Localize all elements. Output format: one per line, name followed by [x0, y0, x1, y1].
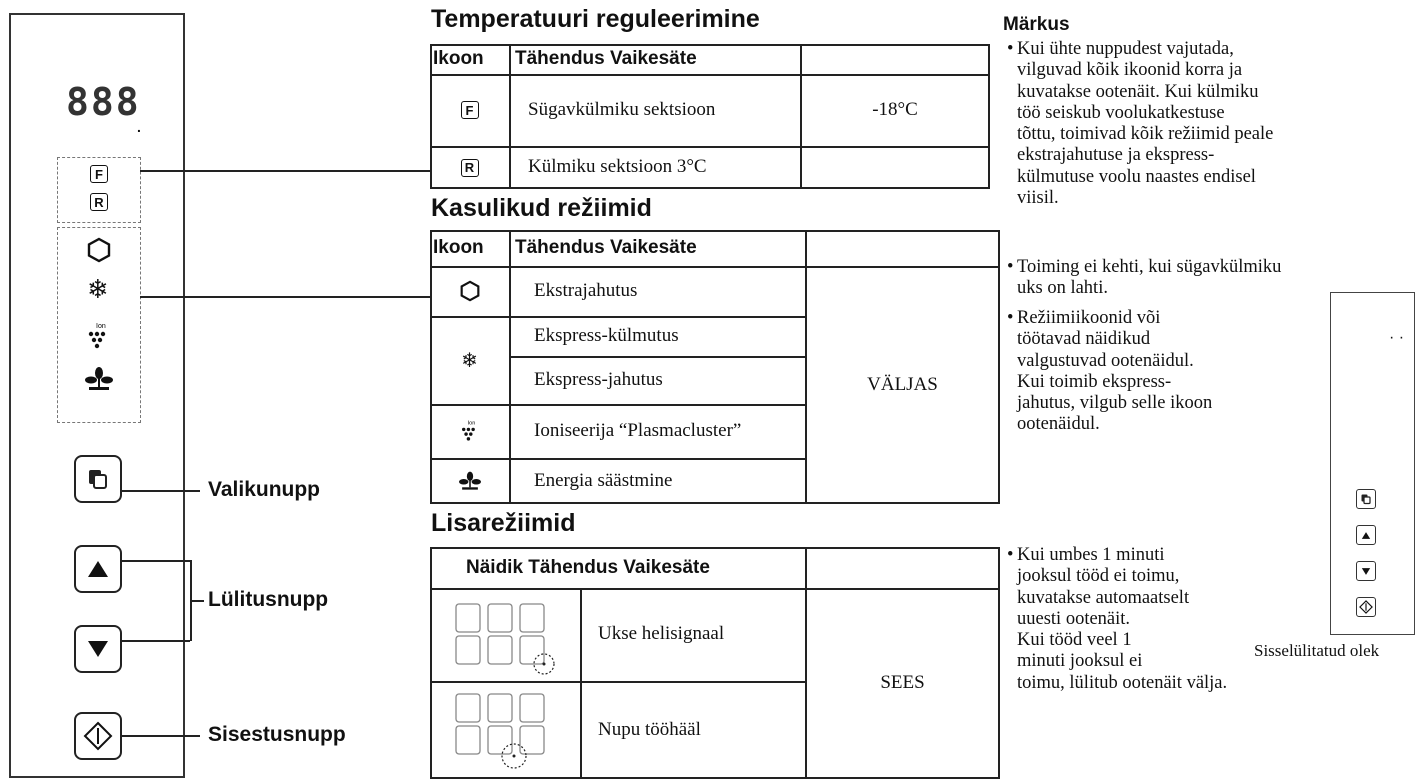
- extra-default-value: SEES: [880, 672, 925, 694]
- triangle-up-icon: [1361, 531, 1371, 540]
- modes-row-extra-cooling: Ekstrajahutus: [534, 279, 638, 301]
- select-icon: [1360, 493, 1372, 505]
- fridge-r-icon: R: [461, 159, 479, 177]
- triangle-up-icon: [86, 559, 110, 579]
- note-item-4: [1007, 545, 1228, 694]
- note-4-line: toimu, lülitub ootenäit välja.: [1017, 672, 1228, 693]
- switch-button-label: Lülitusnupp: [208, 588, 329, 611]
- hexagon-icon: [460, 280, 480, 302]
- button-sound-display-icon: [452, 690, 562, 770]
- temp-section-title: Temperatuuri reguleerimine: [431, 5, 760, 33]
- temp-row-r-icon-cell: [430, 146, 509, 189]
- connector-select: [120, 490, 200, 492]
- enter-diamond-icon: [83, 721, 113, 751]
- extra-row-button-sound: Nupu tööhääl: [598, 718, 701, 740]
- modes-row-ion-icon-cell: [430, 404, 509, 458]
- note-item-2: [1007, 257, 1282, 300]
- modes-row-energy-saving: Energia säästmine: [534, 469, 673, 491]
- note-1-line: tõttu, toimivad kõik režiimid peale: [1017, 124, 1274, 145]
- standby-dots: · ·: [1389, 329, 1405, 346]
- mini-select-button: [1356, 489, 1376, 509]
- note-1-line: kuvatakse ootenäit. Kui külmiku: [1017, 81, 1259, 102]
- modes-header-icon: Ikoon: [433, 237, 484, 258]
- freezer-f-icon: F: [461, 101, 479, 119]
- connector-zone: [140, 170, 430, 172]
- hexagon-icon: [87, 237, 111, 263]
- modes-row-leaf-icon-cell: [430, 458, 509, 504]
- note-4-line: Kui umbes 1 minuti: [1017, 545, 1165, 565]
- standby-panel-illustration: [1330, 292, 1415, 635]
- select-icon: [86, 467, 110, 491]
- note-1-line: vilguvad kõik ikoonid korra ja: [1017, 60, 1243, 81]
- temp-row-r-meaning: Külmiku sektsioon 3°C: [528, 156, 707, 178]
- extra-section-title: Lisarežiimid: [431, 509, 576, 537]
- enter-diamond-icon: [1359, 600, 1373, 614]
- note-item-3: [1007, 308, 1213, 436]
- mini-up-button: [1356, 525, 1376, 545]
- up-button[interactable]: [74, 545, 122, 593]
- ion-icon: [85, 321, 113, 351]
- svg-text:Ion: Ion: [467, 420, 475, 427]
- ion-icon: [459, 419, 481, 443]
- triangle-down-icon: [1361, 567, 1371, 576]
- temp-header-icon: Ikoon: [433, 48, 484, 69]
- temp-row-f-meaning: Sügavkülmiku sektsioon: [528, 98, 716, 120]
- temp-col-rule-1: [509, 44, 511, 189]
- snowflake-icon: ❄: [87, 275, 109, 305]
- note-4-line: minuti jooksul ei: [1017, 651, 1143, 672]
- extra-header: Näidik Tähendus Vaikesäte: [466, 556, 710, 578]
- note-3-line: ootenäidul.: [1017, 414, 1100, 435]
- bullet: •: [1007, 39, 1014, 59]
- note-item-1: [1007, 39, 1274, 209]
- note-4-line: jooksul tööd ei toimu,: [1017, 566, 1180, 587]
- temp-header-meaning: Tähendus Vaikesäte: [515, 48, 697, 69]
- triangle-down-icon: [86, 639, 110, 659]
- extra-row-door-alarm: Ukse helisignaal: [598, 623, 725, 645]
- select-button-label: Valikunupp: [208, 478, 321, 501]
- note-3-line: töötavad näidikud: [1017, 329, 1151, 350]
- freezer-f-icon: F: [90, 165, 108, 183]
- note-1-line: Kui ühte nuppudest vajutada,: [1017, 39, 1234, 59]
- modes-section-title: Kasulikud režiimid: [431, 194, 652, 222]
- standby-caption: Sisselülitatud olek: [1254, 641, 1380, 660]
- note-1-line: külmutuse voolu naastes endisel: [1017, 166, 1256, 187]
- bullet: •: [1007, 257, 1014, 277]
- note-4-line: uuesti ootenäit.: [1017, 608, 1131, 629]
- connector-modes: [140, 296, 430, 298]
- door-alarm-display-icon: [452, 600, 562, 676]
- modes-default-value: VÄLJAS: [867, 373, 938, 395]
- note-4-line: Kui tööd veel 1: [1017, 630, 1132, 651]
- modes-header-meaning: Tähendus Vaikesäte: [515, 237, 697, 258]
- modes-row-express-freeze: Ekspress-külmutus: [534, 324, 679, 346]
- note-3-line: jahutus, vilgub selle ikoon: [1017, 393, 1213, 414]
- display-dot: .: [137, 119, 141, 135]
- extra-col-rule-1: [580, 588, 582, 779]
- modes-col-rule-1: [509, 230, 511, 504]
- note-1-line: töö seiskub voolukatkestuse: [1017, 102, 1225, 123]
- notes-title: Märkus: [1003, 14, 1070, 35]
- connector-switch: [190, 600, 204, 602]
- note-3-line: Režiimiikoonid või: [1017, 308, 1161, 328]
- modes-row-express-cool: Ekspress-jahutus: [534, 368, 663, 390]
- connector-enter: [120, 735, 200, 737]
- snowflake-icon: ❄: [461, 348, 478, 372]
- note-2-line: uks on lahti.: [1017, 278, 1108, 299]
- leaf-icon: [459, 470, 481, 492]
- modes-row-ionizer: Ioniseerija “Plasmacluster”: [534, 419, 742, 441]
- enter-button[interactable]: [74, 712, 122, 760]
- down-button[interactable]: [74, 625, 122, 673]
- select-button[interactable]: [74, 455, 122, 503]
- connector-down: [120, 640, 190, 642]
- modes-row-hex-icon-cell: [430, 266, 509, 316]
- note-1-line: ekstrajahutuse ja ekspress-: [1017, 145, 1215, 166]
- note-1-line: viisil.: [1017, 188, 1059, 209]
- bullet: •: [1007, 308, 1014, 328]
- note-3-line: valgustuvad ootenäidul.: [1017, 350, 1194, 371]
- note-2-line: Toiming ei kehti, kui sügavkülmiku: [1017, 257, 1282, 277]
- mini-down-button: [1356, 561, 1376, 581]
- enter-button-label: Sisestusnupp: [208, 723, 346, 746]
- leaf-icon: [85, 365, 113, 393]
- note-3-line: Kui toimib ekspress-: [1017, 371, 1172, 392]
- mini-enter-button: [1356, 597, 1376, 617]
- svg-text:Ion: Ion: [96, 323, 106, 330]
- temp-row-f-default: -18°C: [872, 98, 918, 120]
- bullet: •: [1007, 545, 1014, 565]
- control-panel: [9, 13, 185, 778]
- temp-row-f-icon-cell: [430, 74, 509, 146]
- fridge-r-icon: R: [90, 193, 108, 211]
- digit-display: 888: [66, 80, 141, 124]
- note-4-line: kuvatakse automaatselt: [1017, 587, 1190, 608]
- connector-up: [120, 560, 190, 562]
